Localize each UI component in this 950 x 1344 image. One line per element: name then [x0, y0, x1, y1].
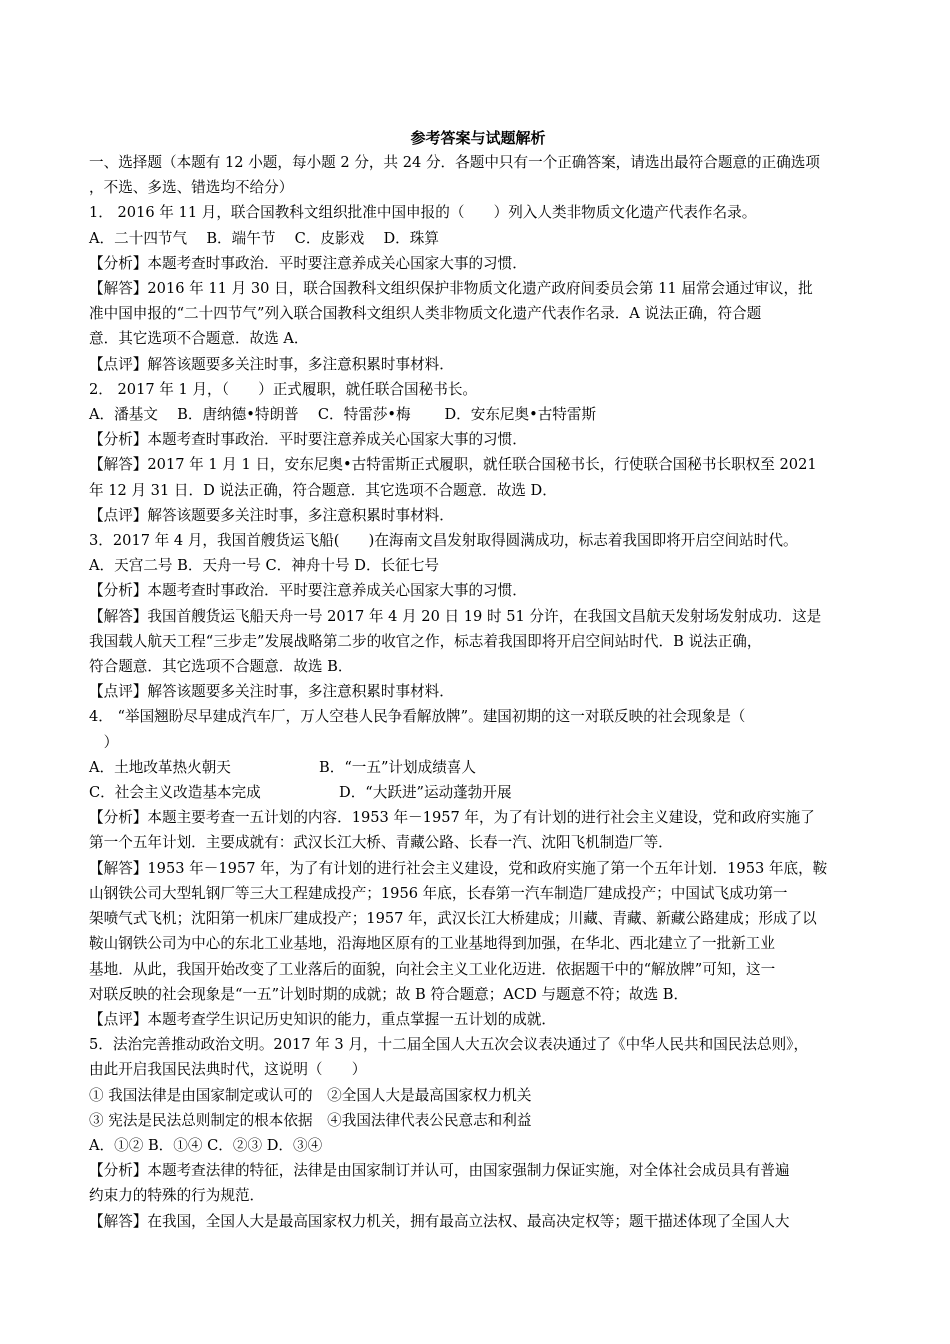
- q4-answer-line: 鞍山钢铁公司为中心的东北工业基地，沿海地区原有的工业基地得到加强，在华北、西北建立了一批新工业: [89, 935, 775, 953]
- q3-comment: 【点评】解答该题要多关注时事，多注意积累时事材料．: [89, 683, 454, 701]
- section-heading-cont: ，不选、多选、错选均不给分）: [89, 179, 294, 197]
- q4-analysis: 【分析】本题主要考查一五计划的内容．1953 年－1957 年，为了有计划的进行社会主义建设，党和政府实施了: [89, 809, 815, 827]
- q5-items: ③ 宪法是民法总则制定的根本依据 ④我国法律代表公民意志和利益: [89, 1111, 532, 1129]
- q5-analysis: 约束力的特殊的行为规范．: [89, 1187, 265, 1205]
- q3-options: A．天宫二号 B．天舟一号 C．神舟十号 D．长征七号: [89, 557, 439, 575]
- section-heading: 一、选择题（本题有 12 小题，每小题 2 分，共 24 分．各题中只有一个正确答案，请选出最符合题意的正确选项: [89, 154, 820, 171]
- q1-answer-line: 意．其它选项不合题意．故选 A．: [89, 330, 309, 348]
- q5-items: ① 我国法律是由国家制定或认可的 ②全国人大是最高国家权力机关: [89, 1086, 532, 1104]
- q2-answer-line: 【解答】2017 年 1 月 1 日，安东尼奥•古特雷斯正式履职，就任联合国秘书长，行使联合国秘书长职权至 2021: [89, 456, 817, 474]
- q4-option-a: A．土地改革热火朝天: [89, 758, 231, 776]
- q1-comment: 【点评】解答该题要多关注时事，多注意积累时事材料．: [89, 355, 454, 373]
- q4-answer-line: 对联反映的社会现象是“一五”计划时期的成就；故 B 符合题意；ACD 与题意不符；故选 B．: [89, 985, 689, 1003]
- q2-answer-line: 年 12 月 31 日．D 说法正确，符合题意．其它选项不合题意．故选 D．: [89, 481, 557, 499]
- q2-comment: 【点评】解答该题要多关注时事，多注意积累时事材料．: [89, 506, 454, 524]
- q4-options-row: [89, 755, 867, 780]
- q5-answer-line: 【解答】在我国，全国人大是最高国家权力机关，拥有最高立法权、最高决定权等；题干描述体现了全国人大: [89, 1212, 790, 1230]
- q2-stem: 2． 2017 年 1 月，（ ）正式履职，就任联合国秘书长。: [89, 380, 478, 398]
- q4-answer-line: 基地．从此，我国开始改变了工业落后的面貌，向社会主义工业化迈进．依据题干中的“解放牌”可知，这一: [89, 960, 776, 978]
- q5-options: A．①② B．①④ C．②③ D．③④: [89, 1136, 323, 1154]
- q1-analysis: 【分析】本题考查时事政治．平时要注意养成关心国家大事的习惯．: [89, 254, 527, 272]
- q2-options: A．潘基文 B．唐纳德•特朗普 C．特雷莎•梅 D．安东尼奥•古特雷斯: [89, 406, 597, 424]
- q4-answer-line: 山钢铁公司大型轧钢厂等三大工程建成投产；1956 年底，长春第一汽车制造厂建成投产；中国试飞成功第一: [89, 884, 788, 902]
- q3-answer-line: 我国载人航天工程“三步走”发展战略第二步的收官之作，标志着我国即将开启空间站时代．B 说法正确，: [89, 632, 762, 650]
- q4-stem: 4． “举国翘盼尽早建成汽车厂，万人空巷人民争看解放牌”。建国初期的这一对联反映的社会现象是（: [89, 708, 746, 726]
- q4-option-d: D．“大跃进”运动蓬勃开展: [339, 784, 512, 802]
- document-title: 参考答案与试题解析: [410, 129, 546, 147]
- q3-stem: 3．2017 年 4 月，我国首艘货运飞船( )在海南文昌发射取得圆满成功，标志着我国即将开启空间站时代。: [89, 532, 798, 550]
- q4-options-row: [89, 780, 867, 805]
- q3-answer-line: 符合题意．其它选项不合题意．故选 B．: [89, 658, 353, 676]
- q3-analysis: 【分析】本题考查时事政治．平时要注意养成关心国家大事的习惯．: [89, 582, 527, 600]
- q1-stem: 1． 2016 年 11 月，联合国教科文组织批准中国申报的（ ）列入人类非物质文化遗产代表作名录。: [89, 204, 757, 222]
- q4-stem-cont: ）: [89, 733, 119, 751]
- q1-answer-line: 准中国申报的“二十四节气”列入联合国教科文组织人类非物质文化遗产代表作名录．A 说法正确，符合题: [89, 305, 762, 323]
- q2-analysis: 【分析】本题考查时事政治．平时要注意养成关心国家大事的习惯．: [89, 431, 527, 449]
- q4-analysis: 第一个五年计划．主要成就有：武汉长江大桥、青藏公路、长春一汽、沈阳飞机制造厂等．: [89, 834, 673, 852]
- q3-answer-line: 【解答】我国首艘货运飞船天舟一号 2017 年 4 月 20 日 19 时 51 分许，在我国文昌航天发射场发射成功．这是: [89, 607, 822, 625]
- q4-answer-line: 架喷气式飞机；沈阳第一机床厂建成投产；1957 年，武汉长江大桥建成；川藏、青藏、新藏公路建成；形成了以: [89, 910, 817, 928]
- document-page: [89, 126, 867, 1234]
- q4-option-c: C．社会主义改造基本完成: [89, 784, 261, 802]
- q4-option-b: B．“一五”计划成绩喜人: [319, 758, 476, 776]
- q5-analysis: 【分析】本题考查法律的特征，法律是由国家制订并认可，由国家强制力保证实施，对全体社会成员具有普遍: [89, 1162, 790, 1180]
- q1-options: A．二十四节气 B．端午节 C．皮影戏 D．珠算: [89, 229, 439, 247]
- q4-answer-line: 【解答】1953 年－1957 年，为了有计划的进行社会主义建设，党和政府实施了第一个五年计划．1953 年底，鞍: [89, 859, 828, 877]
- q4-comment: 【点评】本题考查学生识记历史知识的能力，重点掌握一五计划的成就．: [89, 1010, 557, 1028]
- q1-answer-line: 【解答】2016 年 11 月 30 日，联合国教科文组织保护非物质文化遗产政府间委员会第 11 届常会通过审议，批: [89, 280, 813, 298]
- q5-stem: 5．法治完善推动政治文明。2017 年 3 月，十二届全国人大五次会议表决通过了《中华人民共和国民法总则》，: [89, 1036, 809, 1054]
- q5-stem-cont: 由此开启我国民法典时代，这说明（ ）: [89, 1061, 367, 1079]
